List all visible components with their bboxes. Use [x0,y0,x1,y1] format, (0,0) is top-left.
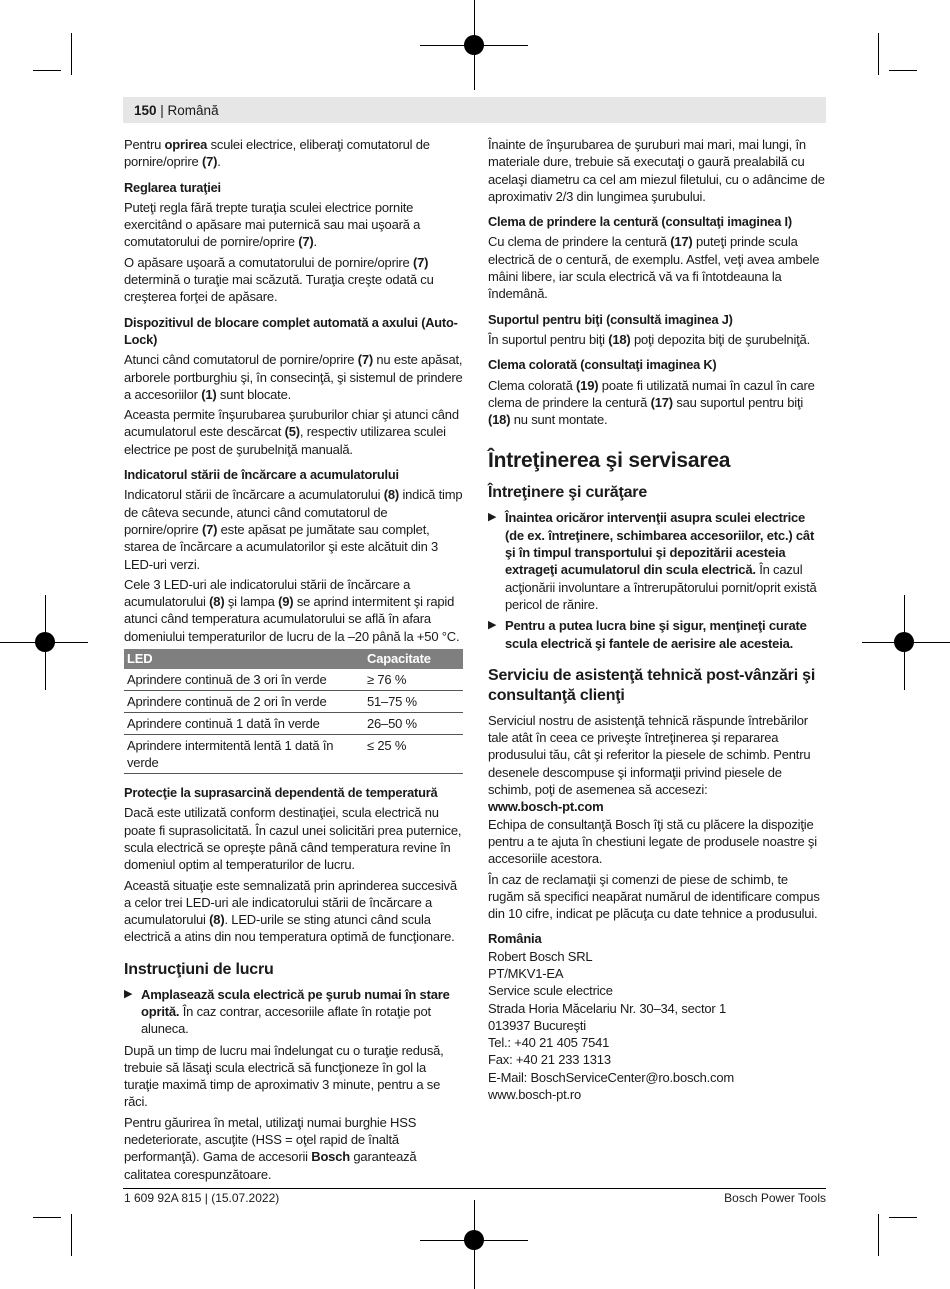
paragraph: Această situaţie este semnalizată prin aprinderea succesivă a celor trei LED-uri ale indicatorului stării de încărcare a acumulatorului (8). LED-urile se sting atunci când scula electrică a atins din nou temperatura optimă de funcţionare. [124,877,457,945]
paragraph: Dacă este utilizată conform destinaţiei, scula electrică nu poate fi suprasolicitată. În cazul unei solicitări prea puternice, scula electrică se opreşte până când temperatura revine în domeniul optim al temperaturilor de lucru. [124,805,462,873]
paragraph: Înainte de înşurubarea de şuruburi mai mari, mai lungi, în materiale dure, trebuie să executaţi o gaură prealabilă cu acelaşi diametru ca cel am miezul filetului, cu o adâncime de aproximativ 2/3 din lungimea şurubului. [488,137,825,204]
header-band [123,97,826,123]
table-row [124,691,463,713]
crop-mark [889,70,917,71]
table-row [124,735,463,774]
paragraph: Clema colorată (19) poate fi utilizată numai în cazul în care clema de prindere la centură (17) sau suportul pentru biţi (18) nu sunt montate. [488,377,815,428]
contact-fax: Fax: +40 21 233 1313 [488,1052,611,1068]
paragraph: O apăsare uşoară a comutatorului de pornire/oprire (7) determină o turaţie mai scăzută. Turaţia creşte odată cu creşterea forţei de apăsare. [124,254,434,305]
footer-doc-id: 1 609 92A 815 | (15.07.2022) [124,1191,280,1205]
paragraph: Pentru găurirea în metal, utilizaţi numai burghie HSS nedeteriorate, ascuţite (HSS = oţel rapid de înaltă performanţă). Gama de accesorii Bosch garantează calitatea corespunzătoare. [124,1114,417,1182]
section-heading: Indicatorul stării de încărcare a acumulatorului [124,467,399,483]
paragraph: Aceasta permite înşurubarea şuruburilor chiar şi atunci când acumulatorul este descărcat (5), respectiv utilizarea sculei electrice pe post de şurubelniţă manuală. [124,407,459,457]
contact-block [488,930,826,1103]
table-cell: ≤ 25 % [364,735,463,774]
table-header: Capacitate [364,649,463,669]
section-heading: Dispozitivul de blocare complet automată a axului (Auto-Lock) [124,314,458,347]
page-number: 150 [134,103,157,118]
header-language: Română [167,103,219,118]
paragraph: Cele 3 LED-uri ale indicatorului stării de încărcare a acumulatorului (8) şi lampa (9) se aprind intermitent şi rapid atunci când temperatura acumulatorului se află în afara domeniului temperaturilor de lucru de la –20 până la +50 °C. [124,576,460,644]
table-header-row [124,649,463,669]
safety-bullet: ▶ Pentru a putea lucra bine şi sigur, menţineţi curate scula electrică şi fantele de aerisire ale acesteia. [488,618,807,651]
crop-mark [33,70,61,71]
section-title: Instrucţiuni de lucru [124,960,274,978]
crop-mark [71,33,72,75]
table-row [124,713,463,735]
registration-dot [464,1230,484,1250]
section-title: Serviciu de asistenţă tehnică post-vânzări şi consultanţă clienţi [488,666,816,704]
paragraph: Puteţi regla fără trepte turaţia sculei electrice pornite exercitând o apăsare mai puternică sau mai uşoară a comutatorului de pornire/oprire (7). [124,199,421,250]
table-cell: Aprindere continuă de 3 ori în verde [124,669,364,691]
arrow-right-icon: ▶ [124,987,133,1000]
website-link[interactable]: www.bosch-pt.com [488,799,604,815]
page-header: 150 | Română [134,103,219,118]
crop-mark [878,33,879,75]
table-cell: Aprindere intermitentă lentă 1 dată în verde [124,735,364,774]
safety-bullet: ▶ Amplasează scula electrică pe şurub numai în stare oprită. În caz contrar, accesoriile aflate în rotaţie pot aluneca. [124,986,450,1037]
right-column [488,136,826,1103]
crop-mark [33,1217,61,1218]
crop-mark [889,1217,917,1218]
contact-line: PT/MKV1-EA [488,965,564,981]
contact-website[interactable]: www.bosch-pt.ro [488,1087,582,1103]
table-cell: 51–75 % [364,691,463,713]
registration-dot [894,632,914,652]
chapter-title: Întreţinerea şi servisarea [488,449,731,473]
table-header: LED [124,649,364,669]
led-capacity-table [124,649,463,774]
crop-mark [878,1214,879,1256]
contact-email[interactable]: E-Mail: BoschServiceCenter@ro.bosch.com [488,1069,734,1085]
paragraph: Echipa de consultanţă Bosch îţi stă cu plăcere la dispoziţie pentru a te ajuta în chestiuni legate de produsele noastre şi accesoriile acestora. [488,816,817,867]
paragraph: Atunci când comutatorul de pornire/oprire (7) nu este apăsat, arborele portburghiu şi, în consecinţă, şi sistemul de prindere a accesoriilor (1) sunt blocate. [124,352,463,402]
table-cell: Aprindere continuă de 2 ori în verde [124,691,364,713]
contact-line: Strada Horia Măcelariu Nr. 30–34, sector 1 [488,1000,726,1016]
paragraph: Indicatorul stării de încărcare a acumulatorului (8) indică timp de câteva secunde, atunci când comutatorul de pornire/oprire (7) este apăsat pe jumătate sau complet, starea de încărcare a acumulatorilor şi este alcătuit din 3 LED-uri verzi. [124,487,463,572]
table-cell: 26–50 % [364,713,463,735]
arrow-right-icon: ▶ [488,619,497,632]
table-cell: ≥ 76 % [364,669,463,691]
footer-divider [123,1188,826,1189]
safety-bullet: ▶ Înaintea oricăror intervenţii asupra sculei electrice (de ex. întreţinere, schimbarea accesoriilor, etc.) cât şi în timpul transportului şi depozitării acesteia extrageţi acumulatorul din scula electrică. În cazul acţionării involuntare a întrerupătorului pornit/oprit există pericol de rănire. [488,510,817,612]
paragraph: Cu clema de prindere la centură (17) puteţi prinde scula electrică de o centură, de exemplu. Astfel, veţi avea ambele mâini libere, iar scula electrică vă va fi întotdeauna la îndemână. [488,234,820,302]
contact-line: Service scule electrice [488,983,613,999]
section-title: Întreţinere şi curăţare [488,484,648,502]
arrow-right-icon: ▶ [488,511,497,524]
left-column [124,136,464,1186]
footer-brand: Bosch Power Tools [724,1191,826,1205]
intro-paragraph: Pentru oprirea sculei electrice, eliberaţi comutatorul de pornire/oprire (7). [124,137,430,170]
section-heading: Clema colorată (consultaţi imaginea K) [488,357,717,373]
section-heading: Clema de prindere la centură (consultaţi imaginea I) [488,214,792,230]
paragraph: După un timp de lucru mai îndelungat cu o turaţie redusă, trebuie să lăsaţi scula electrică să funcţioneze în gol la turaţie maximă timp de aproximativ 3 minute, pentru a se răci. [124,1042,444,1110]
paragraph: Serviciul nostru de asistenţă tehnică răspunde întrebărilor tale atât în ceea ce priveşte întreţinerea şi repararea produsului tău, cât şi referitor la piesele de schimb. Pentru desenele descompuse şi informaţii privind piesele de schimb, poţi de asemenea să accesezi: [488,712,811,798]
section-heading: Protecţie la suprasarcină dependentă de temperatură [124,785,438,801]
table-cell: Aprindere continuă 1 dată în verde [124,713,364,735]
crop-mark [71,1214,72,1256]
registration-dot [35,632,55,652]
contact-country: România [488,931,542,947]
registration-dot [464,35,484,55]
contact-phone: Tel.: +40 21 405 7541 [488,1035,610,1051]
contact-line: 013937 Bucureşti [488,1017,586,1033]
contact-line: Robert Bosch SRL [488,948,593,964]
paragraph: În suportul pentru biţi (18) poţi depozita biţi de şurubelniţă. [488,331,811,347]
paragraph: În caz de reclamaţii şi comenzi de piese de schimb, te rugăm să specifici neapărat numărul de identificare compus din 10 cifre, indicat pe plăcuţa cu date tehnice a produsului. [488,871,820,922]
section-heading: Suportul pentru biţi (consultă imaginea J) [488,311,733,327]
section-heading: Reglarea turaţiei [124,179,221,195]
table-row [124,669,463,691]
